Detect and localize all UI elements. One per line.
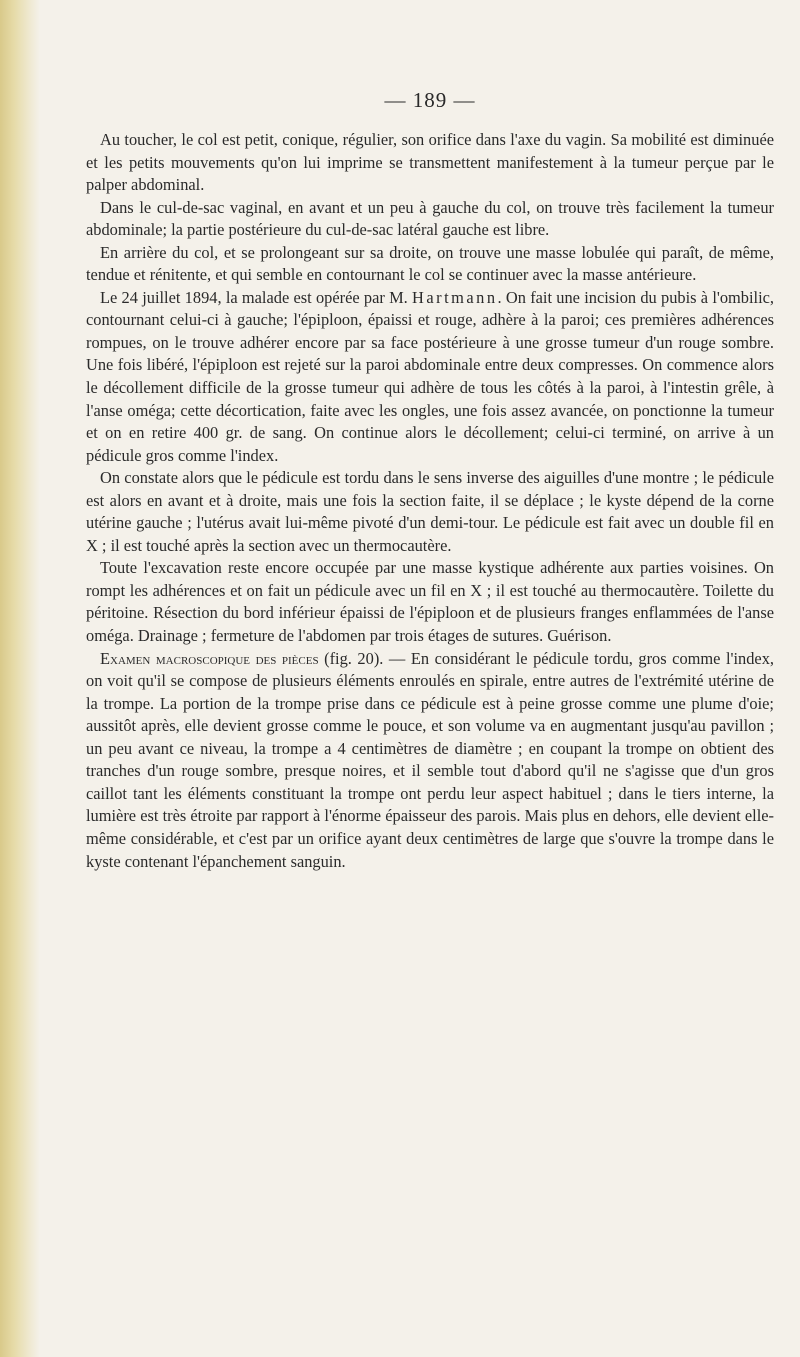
macroscopic-exam-text: (fig. 20). — En considérant le pédicule tordu, gros comme l'index, on voit qu'il se compose de plusieurs éléments enroulés en spirale, entre autres de l'extrémité utérine de la trompe. La portion de la trompe prise dans ce pédicule est à peine grosse comme une plume d'oie; aussitôt après, elle devient grosse comme le pouce, et son volume va en augmentant jusqu'au pavillon ; un peu avant ce niveau, la trompe a 4 centimètres de diamètre ; en coupant la trompe on obtient des tranches d'un rouge sombre, presque noires, et il semble tout d'abord qu'il ne s'agisse que d'un gros caillot tant les éléments constituant la trompe ont perdu leur aspect habituel ; dans le tiers interne, la lumière est très étroite par rapport à l'énorme épaisseur des parois. Mais plus en dehors, elle devient elle-même considérable, et c'est par un orifice ayant deux centimètres de large que s'ouvre la trompe dans le kyste contenant l'épanchement sanguin. bbox=[86, 648, 774, 871]
paragraph-vaginal-cul-de-sac: Dans le cul-de-sac vaginal, en avant et un peu à gauche du col, on trouve très facilement la tumeur abdominale; la partie postérieure du cul-de-sac latéral gauche est libre. bbox=[86, 197, 774, 240]
paragraph-macroscopic-exam bbox=[86, 648, 774, 873]
operation-description-text: . On fait une incision du pubis à l'ombilic, contournant celui-ci à gauche; l'épiploon, épaissi et rouge, adhère à la paroi; ces premières adhérences rompues, on le trouve adhérer encore par sa face postérieure à une grosse tumeur d'un rouge sombre. Une fois libéré, l'épiploon est rejeté sur la paroi abdominale entre deux compresses. On commence alors le décollement difficile de la grosse tumeur qui adhère de tous les côtés à la paroi, à l'intestin grêle, à l'anse oméga; cette décortication, faite avec les ongles, une fois assez avancée, on ponctionne la tumeur et on en retire 400 gr. de sang. On continue alors le décollement; celui-ci terminé, on arrive à un pédicule gros comme l'index. bbox=[86, 287, 775, 465]
page-number: — 189 — bbox=[384, 88, 476, 112]
page-binding-edge bbox=[0, 0, 40, 1357]
paragraph-excavation: Toute l'excavation reste encore occupée par une masse kystique adhérente aux parties voisines. On rompt les adhérences et on fait un pédicule avec un fil en X ; il est touché au thermocautère. Toilette du péritoine. Résection du bord inférieur épaissi de l'épiploon et de plusieurs franges enflammées de l'anse oméga. Drainage ; fermeture de l'abdomen par trois étages de sutures. Guérison. bbox=[86, 558, 774, 646]
paragraph-operation bbox=[86, 287, 774, 467]
surgeon-name: Hartmann bbox=[412, 287, 498, 307]
book-page bbox=[86, 88, 774, 873]
paragraph-posterior-mass: En arrière du col, et se prolongeant sur sa droite, on trouve une masse lobulée qui paraît, de même, tendue et rénitente, et qui semble en contournant le col se continuer avec la masse antérieure. bbox=[86, 242, 774, 285]
section-heading: Examen macroscopique des pièces bbox=[100, 648, 319, 668]
paragraph-pedicle-torsion: On constate alors que le pédicule est tordu dans le sens inverse des aiguilles d'une montre ; le pédicule est alors en avant et à droite, mais une fois la section faite, il se déplace ; le kyste dépend de la corne utérine gauche ; l'utérus avait lui-même pivoté d'un demi-tour. Le pédicule est fait avec un double fil en X ; il est touché après la section avec un thermocautère. bbox=[86, 468, 774, 555]
paragraph-cervix-palpation: Au toucher, le col est petit, conique, régulier, son orifice dans l'axe du vagin. Sa mobilité est diminuée et les petits mouvements qu'on lui imprime se transmettent manifestement à la tumeur perçue par le palper abdominal. bbox=[86, 130, 774, 195]
operation-intro-text: Le 24 juillet 1894, la malade est opérée par M. bbox=[100, 287, 412, 307]
